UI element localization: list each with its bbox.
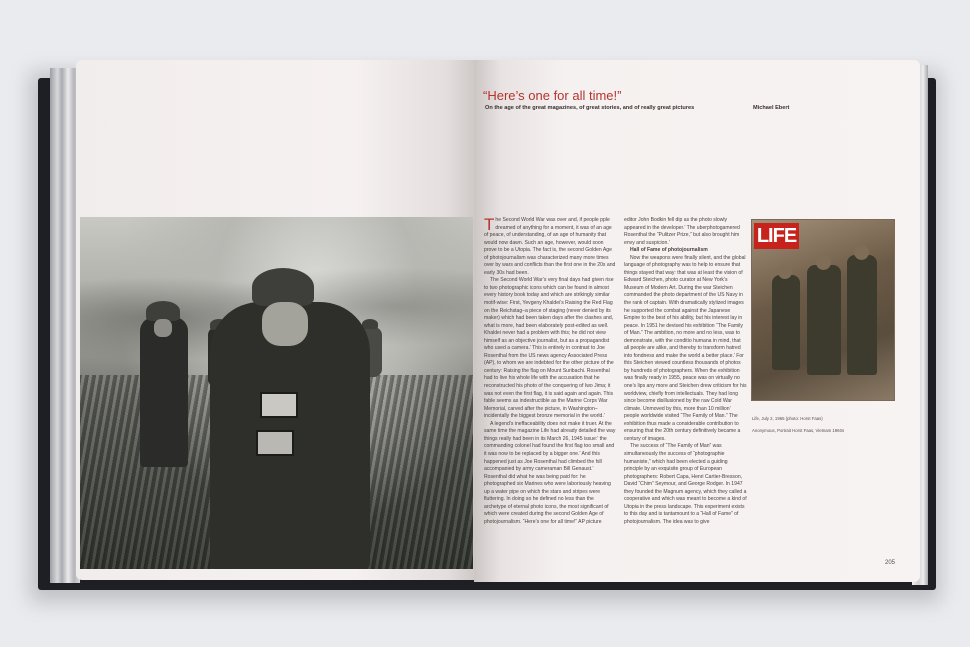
paragraph: he Second World War was over and, if people pple dreamed of anything for a moment, it was of an age of peace, of understanding, of an age of humanity that would now dawn. Such an age, however, would soon prove to be a Utopia. The fact is, the second Golden Age of photojournalism was characterized many more times over by wars and conflicts than the first one in the 20s and early 30s had been. bbox=[484, 217, 616, 276]
camera-icon bbox=[260, 392, 298, 418]
vietnam-photo bbox=[80, 217, 473, 569]
text-column-2 bbox=[624, 217, 747, 574]
paragraph: The success of “The Family of Man” was simultaneously the success of “photographie humaniste,” which had been elected a guiding principle by an exquisite group of European photographers: Robert Capa, Henri Cartier-Bresson, David “Chim” Seymour, and George Rodger. In 1947 they founded the Magnum agency, which they called a cooperative and which was meant to become a kind of Utopia in the press landscape. This experiment exists to this day and is tantamount to a “Hall of Fame” of photojournalism. The idea was to give bbox=[624, 443, 747, 525]
image-caption bbox=[752, 416, 902, 440]
article-author: Michael Ebert bbox=[753, 105, 790, 111]
paragraph: editor John Bodkin fell dip as the photo slowly appeared in the developer.’ The uberphotogamered Rosenthal the “Pulitzer Prize,” but also brought him envy and suspicion.’ bbox=[624, 217, 740, 246]
caption-line: Anonymous, Portrait Horst Faas, Vietnam 1960s bbox=[752, 428, 845, 433]
article-title: “Here’s one for all time!” bbox=[483, 88, 622, 103]
paragraph: A legend’s ineffaceability does not make it truer. At the same time the magazine Life had already detailed the way things really had been in its March 26, 1945 issue:’ the commanding colonel had found the first flag too small and it was now to be replaced by a bigger one.’ And this happened just as Joe Rosenthal had climbed the hill accompanied by army cameraman Bill Genaust.’ Rosenthal did what he was being paid for: he photographed six Marines who were laboriously heaving up a water pipe on which the stars and stripes were fluttering. In doing so he defined no less than the archetype of eternal photo icons, the most significant of which were created during the second Golden Age of photojournalism. “Here’s one for all time!” AP picture bbox=[484, 420, 616, 525]
text-column-1 bbox=[484, 217, 617, 562]
life-magazine-cover bbox=[751, 219, 895, 401]
caption-line: Life, July 2, 1965 (photo: Horst Faas) bbox=[752, 416, 823, 421]
soldier-figure bbox=[140, 317, 188, 467]
article-subtitle: On the age of the great magazines, of great stories, and of really great pictures bbox=[485, 105, 695, 111]
section-heading: Hall of Fame of photojournalism bbox=[630, 247, 708, 254]
page-number: 205 bbox=[885, 560, 896, 566]
life-logo: LIFE bbox=[754, 223, 799, 249]
photographer-figure bbox=[210, 302, 370, 569]
paragraph: The Second World War’s very final days had given rise to two photographic icons which can be found in almost every history book today and which are strikingly similar motif-wise: First, Yevgeny Khaldei’s Raising the Red Flag on the Reichstag–a piece of staging (never denied by its maker) which had been taken days after the clashes and, what is more, had been elaborately post-edited as well. Khaldei never had a problem with this; he did not view himself as an objective journalist, but as a propagandist who used a camera.’ This is entirely in contrast to Joe Rosenthal from the US news agency Associated Press (AP), to whom we are indebted for the other picture of the century: Raising the flag on Mount Suribachi. Rosenthal had to live his whole life with the accusation that he reconstructed his photo of the conquering of Iwo Jima; it was not even the first flag, it is said again and again. This fable seems as indestructible as the Marine Corps War Memorial, carved after the picture, in Washington–incidentally the biggest bronze memorial in the world.’ bbox=[484, 277, 614, 420]
paragraph: Now the weapons were finally silent, and the global language of photography was to help to ensure that things stayed that way: that was at least the vision of Edward Steichen, photo curator at New York’s Museum of Modern Art. During the war Steichen commanded the photo department of the US Navy in the rank of captain. With dramatically stylized images he supported the combat against the Japanese Empire to the best of his ability, but his interest lay in peace. In 1951 he devised his exhibition “The Family of Man.” The ambition, no more and no less, was to demonstrate, with the conditio humana in mind, that all people are alike, and thereby to transform hatred into fondness and make the world a better place.’ For this Steichen viewed countless thousands of photos by hundreds of photographers. When the exhibition was finally ready in 1955, peace was on virtually no one’s lips any more and Steichen drew criticism for his worldview, chiefly from intellectuals. They had long since become disillusioned by the raw Cold War climate. Unmoved by this, more than 10 million’ people worldwide visited “The Family of Man.” The exhibition thus made a considerable contribution to ensuring that the 20th century definitively became a century of images. bbox=[624, 254, 747, 442]
drop-cap: T bbox=[484, 217, 495, 234]
camera-icon bbox=[256, 430, 294, 456]
